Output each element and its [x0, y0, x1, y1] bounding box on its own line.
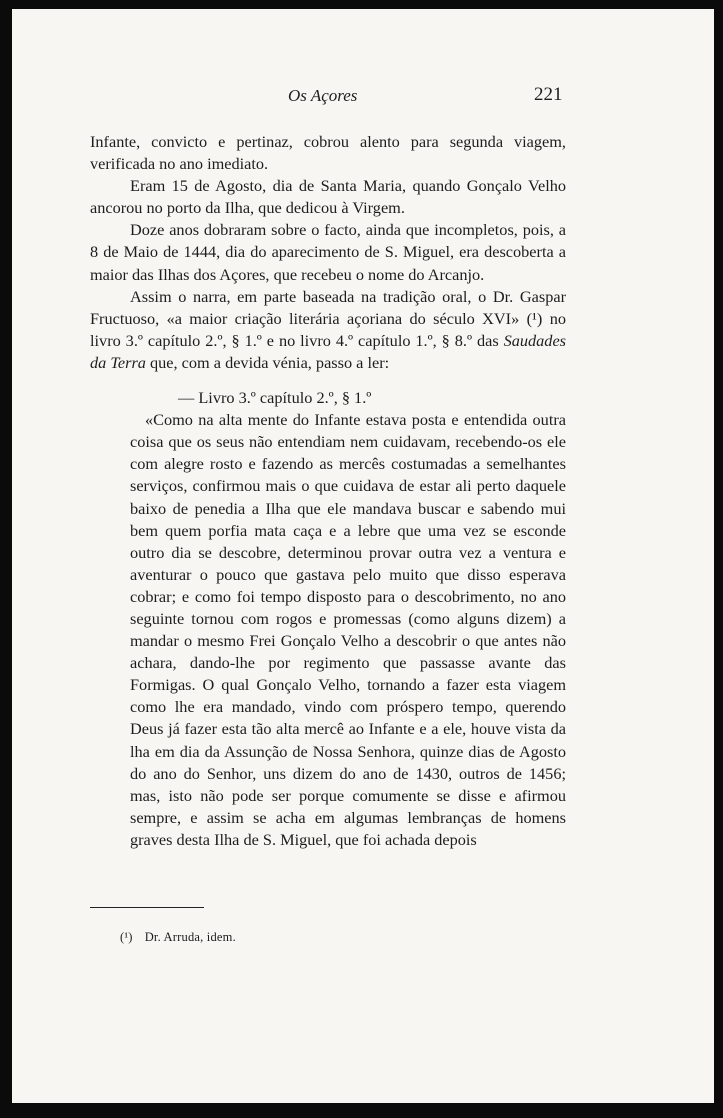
footnote-mark: (¹) [120, 930, 133, 944]
paragraph-continuation: Infante, convicto e pertinaz, cobrou alento para segunda viagem, verificada no ano imediato. [90, 132, 566, 174]
footnote-text: Dr. Arruda, idem. [144, 930, 236, 944]
book-title: Saudades da Terra [90, 330, 566, 372]
paragraph-august-15: Eram 15 de Agosto, dia de Santa Maria, quando Gonçalo Velho ancorou no porto da Ilha, que dedicou à Virgem. [90, 176, 566, 218]
page-number: 221 [534, 84, 563, 105]
main-text [90, 131, 566, 851]
book-page [12, 9, 714, 1103]
paragraph-text-1: Assim o narra, em parte baseada na tradição oral, o Dr. Gaspar Fructuoso, «a maior criação literária açoriana do século [90, 286, 566, 328]
paragraph-text-2: » [511, 308, 527, 328]
paragraph-text-3: no livro 3.º capítulo 2.º, § 1.º e no livro 4.º capítulo 1.º, § 8.º das [90, 308, 566, 350]
paragraph-fructuoso [90, 286, 566, 374]
footnote-reference: (¹) [526, 308, 543, 328]
paragraph-discovery-1444: Doze anos dobraram sobre o facto, ainda que incompletos, pois, a 8 de Maio de 1444, dia do aparecimento de S. Miguel, era descoberta a maior das Ilhas dos Açores, que recebeu o nome do Arcanjo. [90, 220, 566, 284]
running-title: Os Açores [288, 86, 358, 105]
paragraph-text-4: que, com a devida vénia, passo a ler: [145, 352, 390, 372]
footnote-divider [90, 907, 204, 908]
quote-text: «Como na alta mente do Infante estava posta e entendida outra coisa que os seus não entendiam nem cuidavam, recebendo-os ele com alegre rosto e fazendo as mercês costumadas a semelhantes serviços, confirmou mais o que cuidava de estar ali perto daquele baixo de penedia a Ilha que ele mandava buscar e sabendo mui bem quem porfia mata caça e a lebre que uma vez se esconde outro dia se descobre, determinou provar outra vez a ventura e aventurar o pouco que gastava pelo muito que disso esperava cobrar; e como foi tempo disposto para o descobrimento, no ano seguinte tornou com rogos e promessas (como alguns dizem) a mandar o mesmo Frei Gonçalo Velho a descobrir o que antes não achara, dando-lhe por regimento que passasse avante das Formigas. O qual Gonçalo Velho, tornando a fazer esta viagem como lhe era mandado, vindo com próspero tempo, querendo Deus já fazer esta tão alta mercê ao Infante e a ele, houve vista da lha em dia da Assunção de Nossa Senhora, quinze dias de Agosto do ano do Senhor, uns dizem do ano de 1430, outros de 1456; mas, isto não pode ser porque comumente se disse e afirmou sempre, e assim se acha em algumas lembranças de homens graves desta Ilha de S. Miguel, que foi achada depois [130, 410, 566, 849]
page-header [12, 84, 714, 114]
quote-reference: — Livro 3.º capítulo 2.º, § 1.º [178, 388, 372, 408]
quotation-block [90, 387, 566, 851]
century-roman-numeral: XVI [482, 308, 512, 328]
footnote [120, 930, 236, 945]
